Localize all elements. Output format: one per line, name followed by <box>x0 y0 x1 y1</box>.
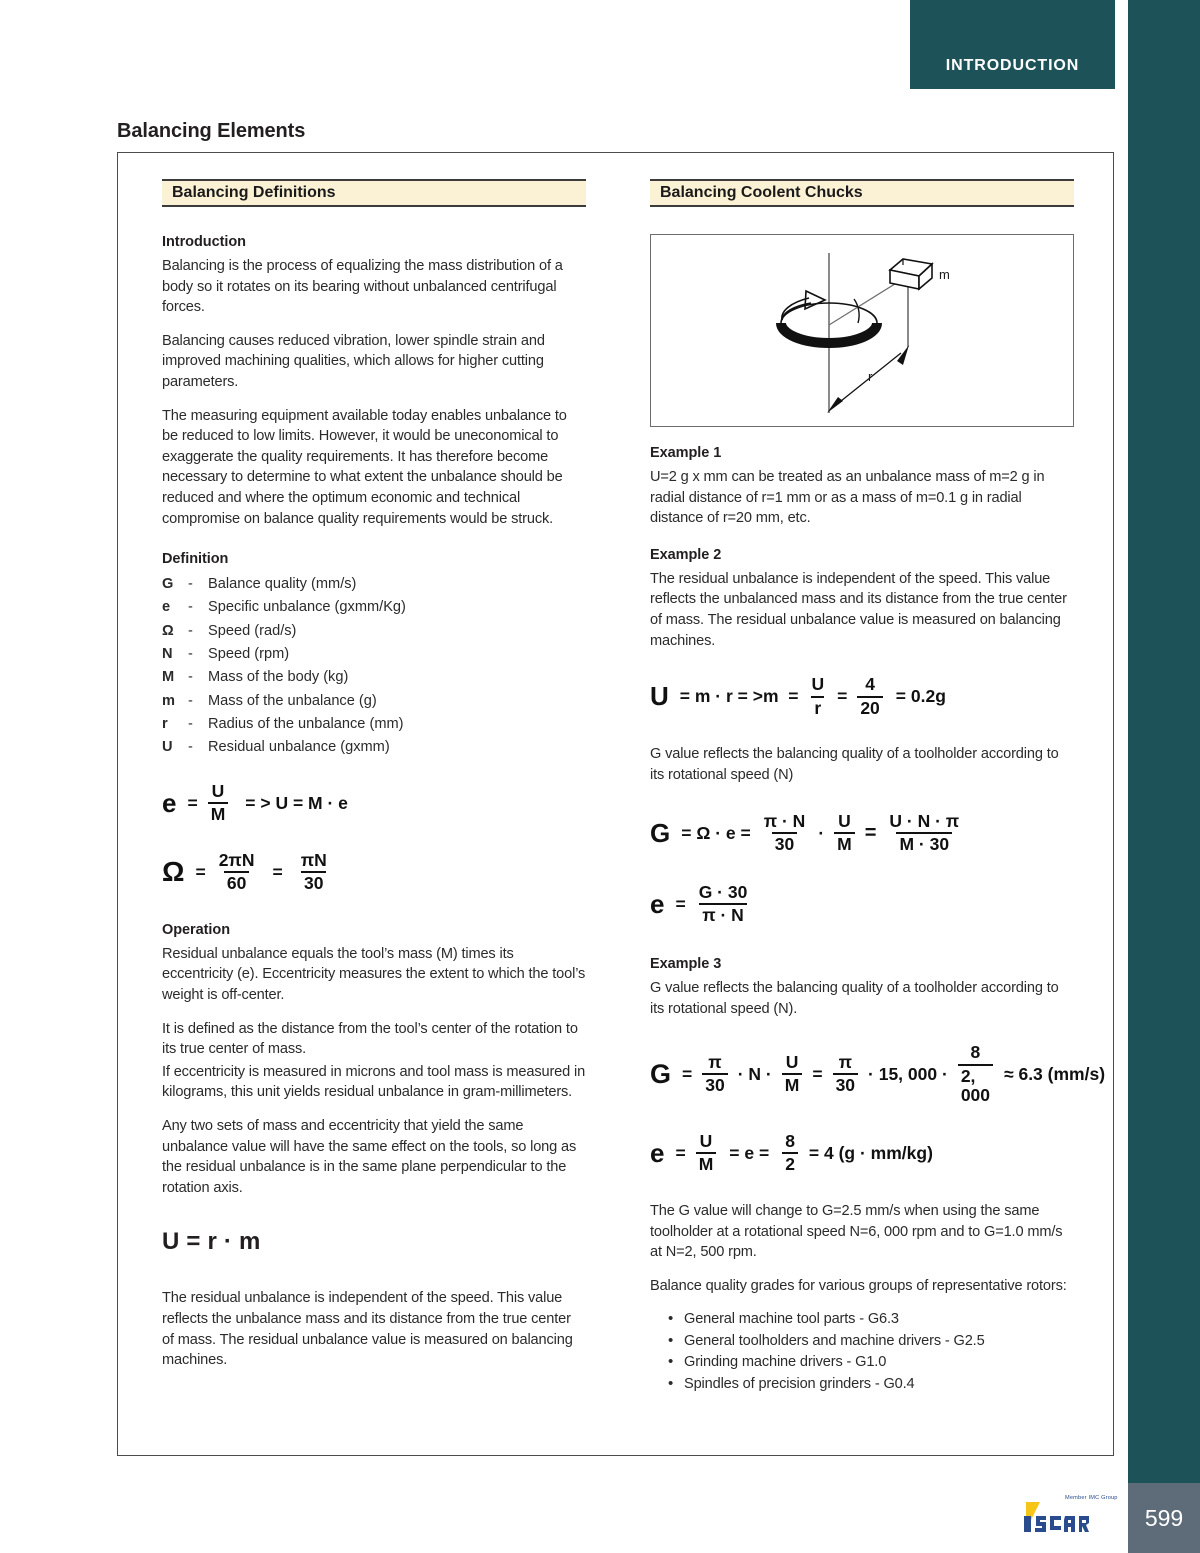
paragraph-operation-2: It is defined as the distance from the tool’s center of the rotation to its true center of mass. <box>162 1020 578 1058</box>
fraction-numerator: U <box>699 1130 713 1151</box>
label-radius: r <box>868 369 873 384</box>
fraction-denominator: 30 <box>702 1073 727 1096</box>
formula-tail: = 0.2g <box>895 686 946 707</box>
band-balancing-coolent-chucks: Balancing Coolent Chucks <box>650 179 1074 207</box>
definition-row <box>162 713 586 736</box>
formula-lead-symbol: Ω <box>162 856 185 888</box>
fraction-numerator: U <box>211 780 225 801</box>
page-title: Balancing Elements <box>117 120 306 142</box>
definition-symbol: r <box>162 715 168 732</box>
definition-dash: - <box>188 576 193 593</box>
fraction-denominator: 20 <box>857 696 882 719</box>
formula-operator: · 15, 000 · <box>868 1063 948 1084</box>
definition-symbol: N <box>162 646 173 663</box>
formula-operator: · <box>818 822 825 843</box>
fraction-denominator: 30 <box>301 871 326 894</box>
fraction <box>702 1053 727 1096</box>
formula-operator: = <box>837 686 848 707</box>
fraction-numerator: 8 <box>785 1130 795 1151</box>
definition-description: Speed (rpm) <box>208 646 290 663</box>
definition-symbol: m <box>162 692 175 709</box>
definition-row <box>162 666 586 689</box>
fraction-denominator: 30 <box>833 1073 858 1096</box>
fraction <box>958 1043 993 1106</box>
definition-description: Mass of the unbalance (g) <box>208 692 377 709</box>
formula-angular-speed <box>162 851 586 894</box>
definition-dash: - <box>188 646 193 663</box>
fraction-denominator: M · 30 <box>896 832 952 855</box>
fraction-denominator: π · N <box>699 903 747 926</box>
fraction-numerator: 8 <box>970 1042 981 1063</box>
fraction-denominator: M <box>696 1152 717 1175</box>
definition-row <box>162 736 586 759</box>
definition-row <box>162 596 586 619</box>
paragraph-grades-intro: Balance quality grades for various groups of representative rotors: <box>650 1277 1067 1294</box>
fraction <box>833 1053 858 1096</box>
fraction-numerator: πN <box>300 849 327 870</box>
paragraph-closing: The residual unbalance is independent of the speed. This value reflects the unbalance mass and its distance from the true center of mass. The residual unbalance value is measured on balancing machines. <box>162 1290 573 1369</box>
formula-unbalance-example <box>650 675 1074 718</box>
page-number-badge: 599 <box>1128 1483 1200 1553</box>
formula-tail: = 4 (g · mm/kg) <box>808 1142 933 1163</box>
definition-description: Balance quality (mm/s) <box>208 576 357 593</box>
paragraph-example-2: The residual unbalance is independent of the speed. This value reflects the unbalanced mass and its distance from the true center of mass. The residual unbalance value is measured on balancing machines. <box>650 570 1067 649</box>
fraction-numerator: π · N <box>763 810 806 831</box>
fraction <box>886 812 962 855</box>
formula-operator: · N · <box>737 1063 772 1084</box>
formula-operator: = e = <box>729 1142 770 1163</box>
formula-eccentricity <box>162 782 586 825</box>
fraction-numerator: 2πN <box>218 849 255 870</box>
fraction-denominator: M <box>834 832 855 855</box>
logo-member-text: Member IMC Group <box>1065 1495 1118 1501</box>
fraction <box>834 812 855 855</box>
fraction-denominator: 60 <box>224 871 249 894</box>
fraction <box>782 1053 803 1096</box>
definition-row <box>162 573 586 596</box>
fraction-numerator: π <box>708 1051 722 1072</box>
formula-operator: = <box>675 893 686 914</box>
definition-row <box>162 690 586 713</box>
fraction <box>808 675 827 718</box>
fraction <box>216 851 258 894</box>
formula-unbalance: U = r · m <box>162 1228 261 1256</box>
band-balancing-definitions: Balancing Definitions <box>162 179 586 207</box>
paragraph-operation-1: Residual unbalance equals the tool’s mass (M) times its eccentricity (e). Eccentricity measures the extent to which the tool’s weight is off-center. <box>162 945 586 1004</box>
paragraph-example-3: G value reflects the balancing quality of a toolholder according to its rotational speed (N). <box>650 979 1059 1017</box>
formula-specific-unbalance <box>650 883 1074 926</box>
label-mass: m <box>939 267 950 282</box>
heading-example-1: Example 1 <box>650 445 722 461</box>
fraction-denominator: 30 <box>772 832 797 855</box>
formula-lead-symbol: G <box>650 1058 672 1089</box>
list-item: • Spindles of precision grinders - G0.4 <box>668 1374 1074 1396</box>
formula-operator: = <box>195 861 206 882</box>
fraction <box>857 675 882 718</box>
definition-description: Residual unbalance (gxmm) <box>208 739 390 756</box>
definition-symbol: G <box>162 576 174 593</box>
heading-definition: Definition <box>162 551 229 568</box>
heading-example-2: Example 2 <box>650 546 722 563</box>
formula-g-example-3 <box>650 1042 1106 1106</box>
paragraph-intro-2: Balancing causes reduced vibration, lower spindle strain and improved machining qualities, which allows for higher cutting parameters. <box>162 332 545 390</box>
formula-operator: = <box>812 1063 823 1084</box>
definition-symbol: M <box>162 669 175 686</box>
definition-symbol: Ω <box>162 622 174 639</box>
formula-tail: ≈ 6.3 (mm/s) <box>1004 1063 1106 1084</box>
definition-row <box>162 643 586 666</box>
fraction-numerator: U <box>811 674 825 695</box>
definition-dash: - <box>188 715 193 732</box>
formula-operator: = Ω · e = <box>681 822 751 843</box>
formula-e-example-3 <box>650 1132 1074 1175</box>
fraction-denominator: 2, 000 <box>958 1064 993 1106</box>
section-tab-introduction[interactable]: INTRODUCTION <box>910 0 1115 89</box>
iscar-logo <box>1018 1494 1118 1538</box>
formula-operator: = <box>272 861 283 882</box>
formula-balance-quality <box>650 812 1074 855</box>
fraction <box>696 883 751 926</box>
list-item: • General toolholders and machine drivers - G2.5 <box>668 1331 1074 1353</box>
two-column-layout <box>162 179 1106 1395</box>
section-side-rail <box>1128 0 1200 1483</box>
fraction-numerator: U <box>785 1051 799 1072</box>
formula-lead-symbol: G <box>650 817 671 848</box>
formula-lead-symbol: e <box>162 787 177 818</box>
definition-dash: - <box>188 669 193 686</box>
fraction-numerator: G · 30 <box>698 881 748 902</box>
fraction-denominator: r <box>811 696 824 719</box>
definition-description: Specific unbalance (gxmm/Kg) <box>208 599 406 616</box>
definition-list <box>162 573 586 759</box>
definition-symbol: e <box>162 599 171 616</box>
definition-row <box>162 620 586 643</box>
paragraph-operation-4: Any two sets of mass and eccentricity that yield the same unbalance value will have the same effect on the tools, so long as the residual unbalance is in the same plane perpendicular to the rotation axis. <box>162 1118 577 1196</box>
paragraph-operation-3: If eccentricity is measured in microns and tool mass is measured in kilograms, this unit yields residual unbalance in gram-millimeters. <box>162 1063 586 1101</box>
heading-operation: Operation <box>162 921 231 938</box>
formula-tail: = > U = M · e <box>245 792 348 813</box>
left-column <box>162 179 586 1395</box>
definition-dash: - <box>188 599 193 616</box>
fraction <box>761 812 809 855</box>
fraction <box>208 782 229 825</box>
fraction-denominator: M <box>782 1073 803 1096</box>
formula-lead-symbol: e <box>650 1137 665 1168</box>
right-column <box>650 179 1106 1395</box>
definition-dash: - <box>188 739 193 756</box>
unbalance-diagram-svg <box>651 235 1073 426</box>
formula-operator: = m · r = >m = <box>679 686 799 707</box>
paragraph-example-1: U=2 g x mm can be treated as an unbalance mass of m=2 g in radial distance of r=1 mm or as a mass of m=0.1 g in radial distance of r=20 mm, etc. <box>650 469 1045 527</box>
definition-description: Speed (rad/s) <box>208 622 297 639</box>
paragraph-intro-3: The measuring equipment available today enables unbalance to be reduced to low limits. However, it would be uneconomical to exaggerate the quality requirements. It has therefore become necessary to determine to what extent the unbalance should be reduced and where the optimum economic and technical compromise on balance quality requirements would be struck. <box>162 407 567 527</box>
formula-operator: = <box>675 1142 686 1163</box>
paragraph-g-change: The G value will change to G=2.5 mm/s when using the same toolholder at a rotational speed N=6, 000 rpm and to G=1.0 mm/s at N=2, 500 rpm. <box>650 1203 1063 1261</box>
heading-introduction: Introduction <box>162 234 246 250</box>
fraction-denominator: 2 <box>782 1152 798 1175</box>
unbalance-diagram <box>650 234 1074 427</box>
paragraph-g-value: G value reflects the balancing quality of a toolholder according to its rotational speed (N) <box>650 746 1059 783</box>
formula-lead-symbol: e <box>650 888 665 919</box>
fraction <box>782 1132 798 1175</box>
fraction-numerator: U · N · π <box>889 810 960 831</box>
formula-operator: = <box>187 792 198 813</box>
mass-cube-icon <box>890 259 932 289</box>
definition-description: Radius of the unbalance (mm) <box>208 715 404 732</box>
formula-lead-symbol: U <box>650 681 669 712</box>
definition-dash: - <box>188 692 193 709</box>
fraction <box>298 851 330 894</box>
formula-operator: = <box>682 1063 693 1084</box>
formula-operator: = <box>864 821 877 844</box>
list-item: • General machine tool parts - G6.3 <box>668 1309 1074 1331</box>
heading-example-3: Example 3 <box>650 955 722 972</box>
fraction-numerator: π <box>838 1051 852 1072</box>
fraction-numerator: U <box>838 810 851 831</box>
list-item: • Grinding machine drivers - G1.0 <box>668 1352 1074 1374</box>
definition-dash: - <box>188 622 193 639</box>
balance-grades-list <box>650 1309 1074 1395</box>
definition-description: Mass of the body (kg) <box>208 669 349 686</box>
fraction-numerator: 4 <box>865 674 875 695</box>
fraction <box>696 1132 717 1175</box>
definition-symbol: U <box>162 739 173 756</box>
content-frame <box>117 152 1114 1456</box>
fraction-denominator: M <box>208 802 229 825</box>
paragraph-intro-1: Balancing is the process of equalizing the mass distribution of a body so it rotates on its bearing without unbalanced centrifugal forces. <box>162 258 563 316</box>
